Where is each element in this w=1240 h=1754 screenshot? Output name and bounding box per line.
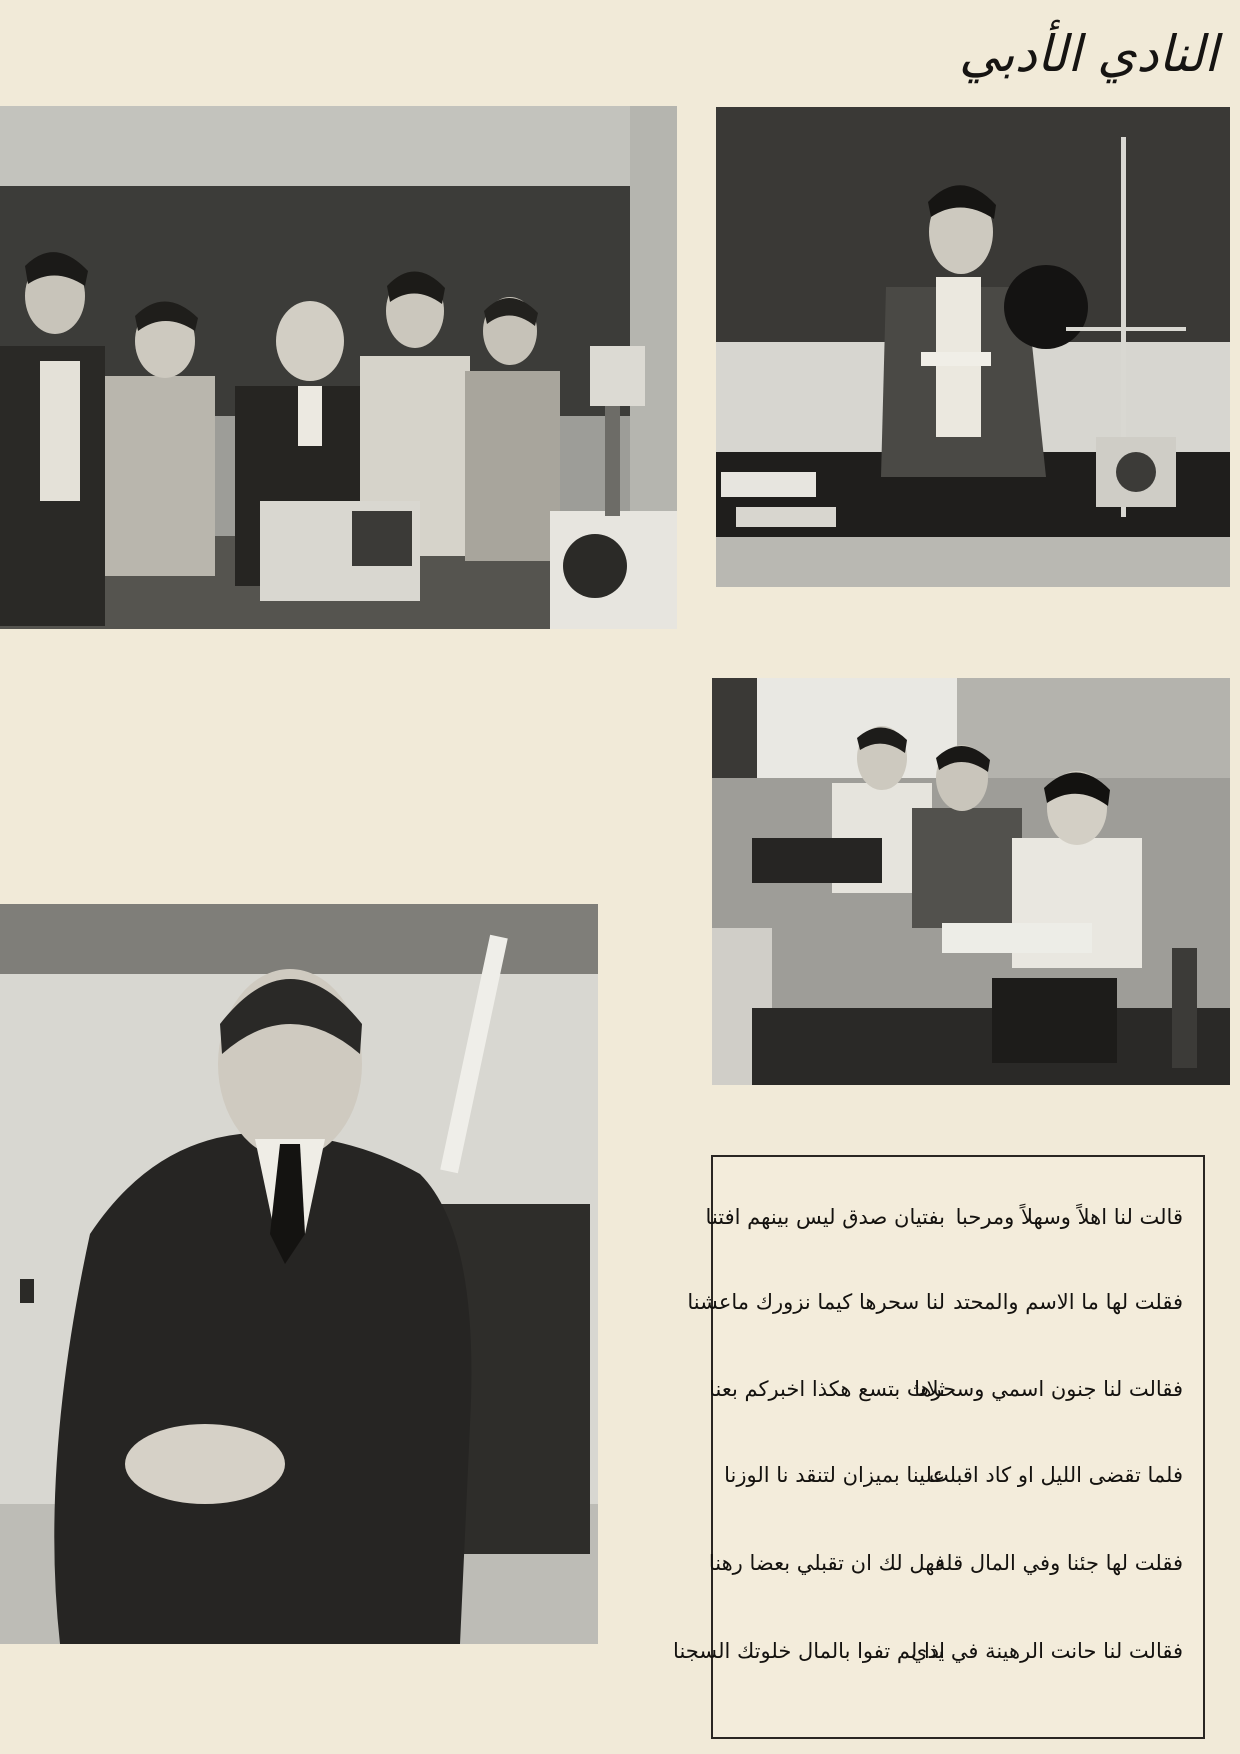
poem-verse-4-first-half: فلما تقضى الليل او كاد اقبلت — [928, 1463, 1183, 1487]
poem-verse-5-first-half: فقلت لها جئنا وفي المال قلة — [934, 1551, 1183, 1575]
photo-student-reading-image — [716, 107, 1230, 587]
poem-verse-2-second-half: لنا سحرها كيما نزورك ماعشنا — [687, 1290, 945, 1314]
photo-seated-man-portrait-image — [0, 904, 598, 1644]
poem-verse-2-first-half: فقلت لها ما الاسم والمحتد — [953, 1290, 1183, 1314]
poem-verse-1-first-half: قالت لنا اهلاً وسهلاً ومرحبا — [955, 1205, 1183, 1229]
photo-student-reading — [716, 107, 1230, 587]
poem-box — [673, 1155, 1205, 1739]
page-title: النادي الأدبي — [959, 25, 1218, 83]
poem-verse-5-second-half: فهل لك ان تقبلي بعضا رهنا — [708, 1551, 945, 1575]
photo-students-teacher-lab — [0, 106, 677, 629]
poem-verse-1-second-half: بفتيان صدق ليس بينهم افتنا — [705, 1205, 945, 1229]
poem-verse-6-second-half: اذا لم تفوا بالمال خلوتك السجنا — [673, 1639, 945, 1663]
poem-verse-4-second-half: علينا بميزان لتنقد نا الوزنا — [724, 1463, 945, 1487]
poem-verse-3-first-half: فقالت لنا جنون اسمي وسحرها — [914, 1377, 1183, 1401]
photo-students-teacher-lab-image — [0, 106, 677, 629]
poem-verse-3-second-half: ثلاث بتسع هكذا اخبركم بعنا — [709, 1377, 945, 1401]
photo-students-writing-image — [712, 678, 1230, 1085]
photo-students-writing — [712, 678, 1230, 1085]
photo-seated-man-portrait — [0, 904, 598, 1644]
poem-verse-6-first-half: فقالت لنا حانت الرهينة في يدي — [910, 1639, 1183, 1663]
